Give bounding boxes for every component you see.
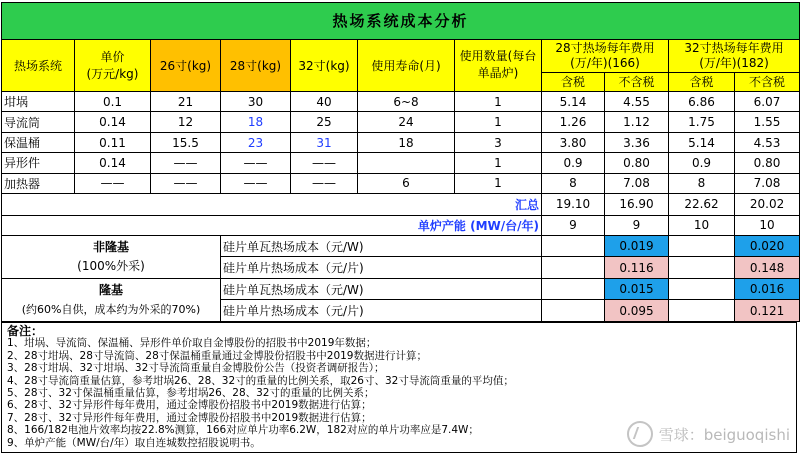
header-life: 使用寿命(月) [358,39,455,91]
row-a: 0.9 [542,153,605,173]
row-life: 24 [358,112,455,132]
row-a: 3.80 [542,132,605,152]
row-d: 6.07 [735,91,800,111]
group-item-label: 硅片单瓦热场成本（元/W) [221,278,542,299]
summary-a: 19.10 [542,194,605,215]
row-life: 6~8 [358,91,455,111]
table-row [2,132,800,152]
header-price: 单价 (万元/kg) [75,39,151,91]
group-value-32: 0.020 [735,236,800,257]
group-value-28: 0.019 [605,236,669,257]
note-line: 9、单炉产能（MW/台/年）取自连城数控招股说明书。 [7,436,261,449]
header-qty: 使用数量(每台单晶炉) [455,39,542,91]
row-w26: —— [151,153,221,173]
summary-label: 汇总 [2,194,542,215]
row-a: 8 [542,173,605,193]
group-name: 非隆基 [92,239,129,254]
group-nonlongi [2,236,221,279]
notes-heading: 备注： [7,324,44,338]
table-row [2,173,800,193]
group-name: 隆基 [98,282,123,297]
note-line: 2、28寸坩埚、28寸导流筒、28寸保温桶重量通过金博股份招股书中2019数据进行计算； [7,349,427,362]
group-value-28: 0.095 [605,300,669,322]
row-w32: 25 [291,112,358,132]
row-d: 0.80 [735,153,800,173]
header-tax-ex-28: 不含税 [605,72,669,91]
row-c: 0.9 [669,153,735,173]
row-w26: 12 [151,112,221,132]
row-c: 6.86 [669,91,735,111]
capacity-d: 10 [735,215,800,235]
row-a: 1.26 [542,112,605,132]
watermark-text: 雪球：beiguoqishi [658,425,790,444]
row-w32: 31 [291,132,358,152]
group-value-32: 0.121 [735,300,800,322]
group-value-32: 0.148 [735,257,800,278]
header-cost28: 28寸热场每年费用 (万/年)(166) [542,39,669,72]
group-value-28: 0.015 [605,278,669,299]
row-qty: 1 [455,153,542,173]
row-w28: —— [221,173,291,193]
row-qty: 1 [455,112,542,132]
row-w32: 40 [291,91,358,111]
note-line: 6、28寸、32寸异形件每年费用，通过金博股份招股书中2019数据进行估算； [7,399,372,412]
row-w32: —— [291,173,358,193]
note-line: 8、166/182电池片效率均按22.8%测算，166对应单片功率6.2W，182对应的单片功率应是7.4W； [7,424,479,437]
row-price: —— [75,173,151,193]
row-b: 7.08 [605,173,669,193]
group-row [2,236,800,257]
row-w26: 21 [151,91,221,111]
row-w26: —— [151,173,221,193]
table-row [2,91,800,111]
row-price: 0.14 [75,153,151,173]
group-item-label: 硅片单瓦热场成本（元/W) [221,236,542,257]
summary-b: 16.90 [605,194,669,215]
note-line: 7、28寸、32寸异形件每年费用，通过金博股份招股书中2019数据进行估算； [7,411,372,424]
header-28: 28寸(kg) [221,39,291,91]
header-32: 32寸(kg) [291,39,358,91]
capacity-b: 9 [605,215,669,235]
header-tax-in-32: 含税 [669,72,735,91]
group-sub: (100%外采) [77,258,145,273]
row-name: 坩埚 [2,91,75,111]
row-b: 0.80 [605,153,669,173]
row-b: 3.36 [605,132,669,152]
row-w28: 18 [221,112,291,132]
row-d: 4.53 [735,132,800,152]
row-w28: —— [221,153,291,173]
row-name: 导流筒 [2,112,75,132]
summary-d: 20.02 [735,194,800,215]
row-w28: 23 [221,132,291,152]
row-c: 1.75 [669,112,735,132]
row-a: 5.14 [542,91,605,111]
note-line: 1、坩埚、导流筒、保温桶、异形件单价取自金博股份的招股书中2019年数据； [7,337,377,350]
capacity-c: 10 [669,215,735,235]
summary-c: 22.62 [669,194,735,215]
row-name: 异形件 [2,153,75,173]
table-row [2,112,800,132]
cost-table [1,2,800,322]
row-w32: —— [291,153,358,173]
group-longi [2,278,221,321]
row-c: 8 [669,173,735,193]
header-system: 热场系统 [2,39,75,91]
capacity-row [2,215,800,235]
group-item-label: 硅片单片热场成本（元/片) [221,300,542,322]
header-26: 26寸(kg) [151,39,221,91]
header-cost32: 32寸热场每年费用 (万/年)(182) [669,39,800,72]
table-title: 热场系统成本分析 [2,3,800,40]
row-life: 18 [358,132,455,152]
row-qty: 1 [455,91,542,111]
row-price: 0.11 [75,132,151,152]
row-c: 5.14 [669,132,735,152]
watermark [627,421,790,447]
row-life [358,153,455,173]
header-tax-in-28: 含税 [542,72,605,91]
note-line: 4、28寸导流筒重量估算，参考坩埚26、28、32寸的重量的比例关系，取26寸、32寸导流筒重量的平均值； [7,374,514,387]
snowball-logo-icon [627,421,653,447]
note-line: 5、28寸、32寸保温桶重量估算，参考坩埚26、28、32寸的重量的比例关系； [7,387,375,400]
row-name: 加热器 [2,173,75,193]
summary-row [2,194,800,215]
capacity-a: 9 [542,215,605,235]
row-w26: 15.5 [151,132,221,152]
group-value-28: 0.116 [605,257,669,278]
row-qty: 1 [455,173,542,193]
row-price: 0.1 [75,91,151,111]
row-price: 0.14 [75,112,151,132]
group-row [2,278,800,299]
row-qty: 3 [455,132,542,152]
row-life: 6 [358,173,455,193]
group-value-32: 0.016 [735,278,800,299]
group-sub: (约60%自供，成本约为外采的70%) [21,302,201,316]
group-item-label: 硅片单片热场成本（元/片) [221,257,542,278]
note-line: 3、28寸坩埚、32寸坩埚、32寸导流筒重量自金博股份公告（投资者调研报告）； [7,362,385,375]
row-b: 1.12 [605,112,669,132]
row-w28: 30 [221,91,291,111]
row-d: 7.08 [735,173,800,193]
row-b: 4.55 [605,91,669,111]
row-d: 1.55 [735,112,800,132]
row-name: 保温桶 [2,132,75,152]
table-row [2,153,800,173]
capacity-label: 单炉产能 (MW/台/年) [2,215,542,235]
header-tax-ex-32: 不含税 [735,72,800,91]
